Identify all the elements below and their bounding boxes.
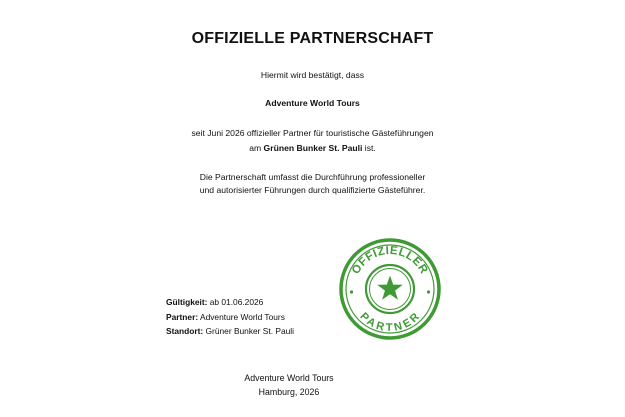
seal-dot-left bbox=[350, 290, 353, 293]
footer-location-year: Hamburg, 2026 bbox=[258, 387, 320, 397]
location-name: Grünen Bunker St. Pauli bbox=[263, 143, 363, 153]
partner-label: Partner: bbox=[166, 312, 199, 322]
site-label: Standort: bbox=[166, 326, 204, 336]
intro-line: Hiermit wird bestätigt, dass bbox=[260, 70, 365, 80]
company-name: Adventure World Tours bbox=[265, 98, 360, 108]
seal-text-top: OFFIZIELLER bbox=[350, 244, 430, 277]
since-line: seit Juni 2026 offizieller Partner für touristische Gästeführungen bbox=[191, 128, 434, 138]
validity-value: ab 01.06.2026 bbox=[209, 297, 264, 307]
seal-dot-right bbox=[427, 290, 430, 293]
seal-text-bottom: PARTNER bbox=[357, 310, 423, 335]
validity-row bbox=[166, 296, 263, 308]
official-partner-seal bbox=[338, 237, 442, 341]
site-row bbox=[166, 325, 294, 337]
partner-row bbox=[166, 311, 285, 323]
footer-company: Adventure World Tours bbox=[244, 373, 334, 383]
location-suffix: ist. bbox=[364, 143, 376, 153]
location-line bbox=[0, 142, 625, 154]
site-value: Grüner Bunker St. Pauli bbox=[205, 326, 294, 336]
certificate-title: OFFIZIELLE PARTNERSCHAFT bbox=[191, 30, 434, 47]
star-icon bbox=[377, 276, 403, 300]
partner-value: Adventure World Tours bbox=[200, 312, 285, 322]
location-prefix: am bbox=[249, 143, 262, 153]
scope-line-2: und autorisierter Führungen durch qualifizierte Gästeführer. bbox=[199, 185, 426, 195]
validity-label: Gültigkeit: bbox=[166, 297, 208, 307]
scope-line-1: Die Partnerschaft umfasst die Durchführung professioneller bbox=[199, 172, 426, 182]
